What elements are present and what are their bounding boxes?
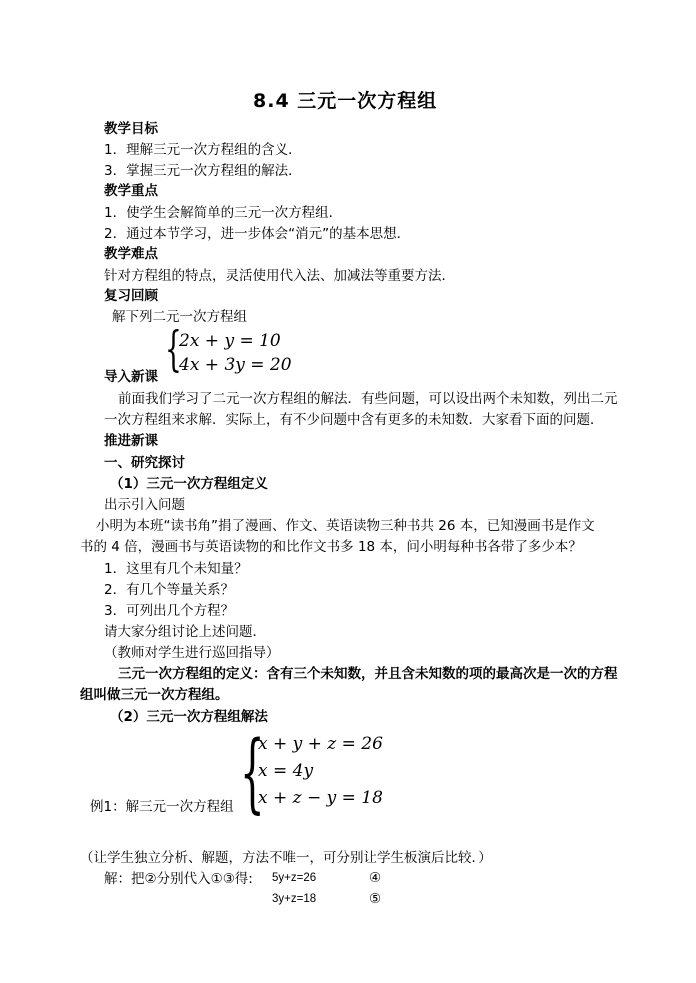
subsection-heading: （2）三元一次方程组解法 — [110, 709, 268, 725]
key-point-item: 1．使学生会解简单的三元一次方程组． — [104, 205, 343, 221]
advance-heading: 推进新课 — [104, 433, 158, 449]
equation: x + y + z = 26 — [258, 734, 383, 754]
intro-text: 一次方程组来求解．实际上，有不少问题中含有更多的未知数．大家看下面的问题． — [104, 412, 604, 428]
key-point-item: 2．通过本节学习，进一步体会“消元”的基本思想． — [104, 226, 411, 242]
section-heading: 一、研究探讨 — [104, 455, 185, 471]
problem-text: 书的 4 倍，漫画书与英语读物的和比作文书多 18 本，问小明每种书各带了多少本？ — [80, 539, 582, 555]
solution-prefix: 解：把②分别代入①③得: — [104, 871, 253, 887]
equation: 4x + 3y = 20 — [179, 355, 292, 375]
question-item: 1．这里有几个未知量？ — [104, 561, 248, 577]
paragraph: 请大家分组讨论上述问题． — [104, 624, 266, 640]
key-points-heading: 教学重点 — [104, 183, 158, 199]
solution-equation: 3y+z=18 — [272, 893, 317, 905]
equation: x = 4y — [258, 761, 314, 781]
left-brace: { — [240, 723, 265, 823]
definition-text: 三元一次方程组的定义：含有三个未知数，并且含未知数的项的最高次是一次的方程 — [118, 666, 618, 682]
goal-item: 1．理解三元一次方程组的含义． — [104, 142, 302, 158]
left-brace: { — [165, 321, 182, 377]
goal-item: 3．掌握三元一次方程组的解法． — [104, 163, 302, 179]
intro-heading: 导入新课 — [104, 369, 158, 385]
difficulties-text: 针对方程组的特点，灵活使用代入法、加减法等重要方法． — [104, 268, 455, 284]
equation-marker: ④ — [369, 870, 382, 886]
intro-text: 前面我们学习了二元一次方程组的解法．有些问题，可以设出两个未知数，列出二元 — [118, 391, 618, 407]
subsection-heading: （1）三元一次方程组定义 — [110, 476, 268, 492]
page-title: 8.4 三元一次方程组 — [253, 90, 438, 112]
goals-heading: 教学目标 — [104, 121, 158, 137]
review-heading: 复习回顾 — [104, 288, 158, 304]
note-text: （让学生独立分析、解题，方法不唯一，可分别让学生板演后比较．） — [80, 850, 492, 866]
equation-marker: ⑤ — [369, 891, 382, 907]
paragraph: 出示引入问题 — [104, 497, 185, 513]
paragraph: （教师对学生进行巡回指导） — [104, 645, 280, 661]
difficulties-heading: 教学难点 — [104, 246, 158, 262]
problem-text: 小明为本班“读书角”捐了漫画、作文、英语读物三种书共 26 本，已知漫画书是作文 — [96, 518, 595, 534]
question-item: 2．有几个等量关系？ — [104, 582, 235, 598]
example-label: 例1：解三元一次方程组 — [90, 799, 234, 815]
question-item: 3．可列出几个方程？ — [104, 603, 235, 619]
definition-text: 组叫做三元一次方程组。 — [80, 687, 229, 703]
equation: 2x + y = 10 — [179, 331, 281, 351]
review-text: 解下列二元一次方程组 — [112, 309, 247, 325]
equation: x + z − y = 18 — [258, 788, 383, 808]
solution-equation: 5y+z=26 — [272, 872, 317, 884]
